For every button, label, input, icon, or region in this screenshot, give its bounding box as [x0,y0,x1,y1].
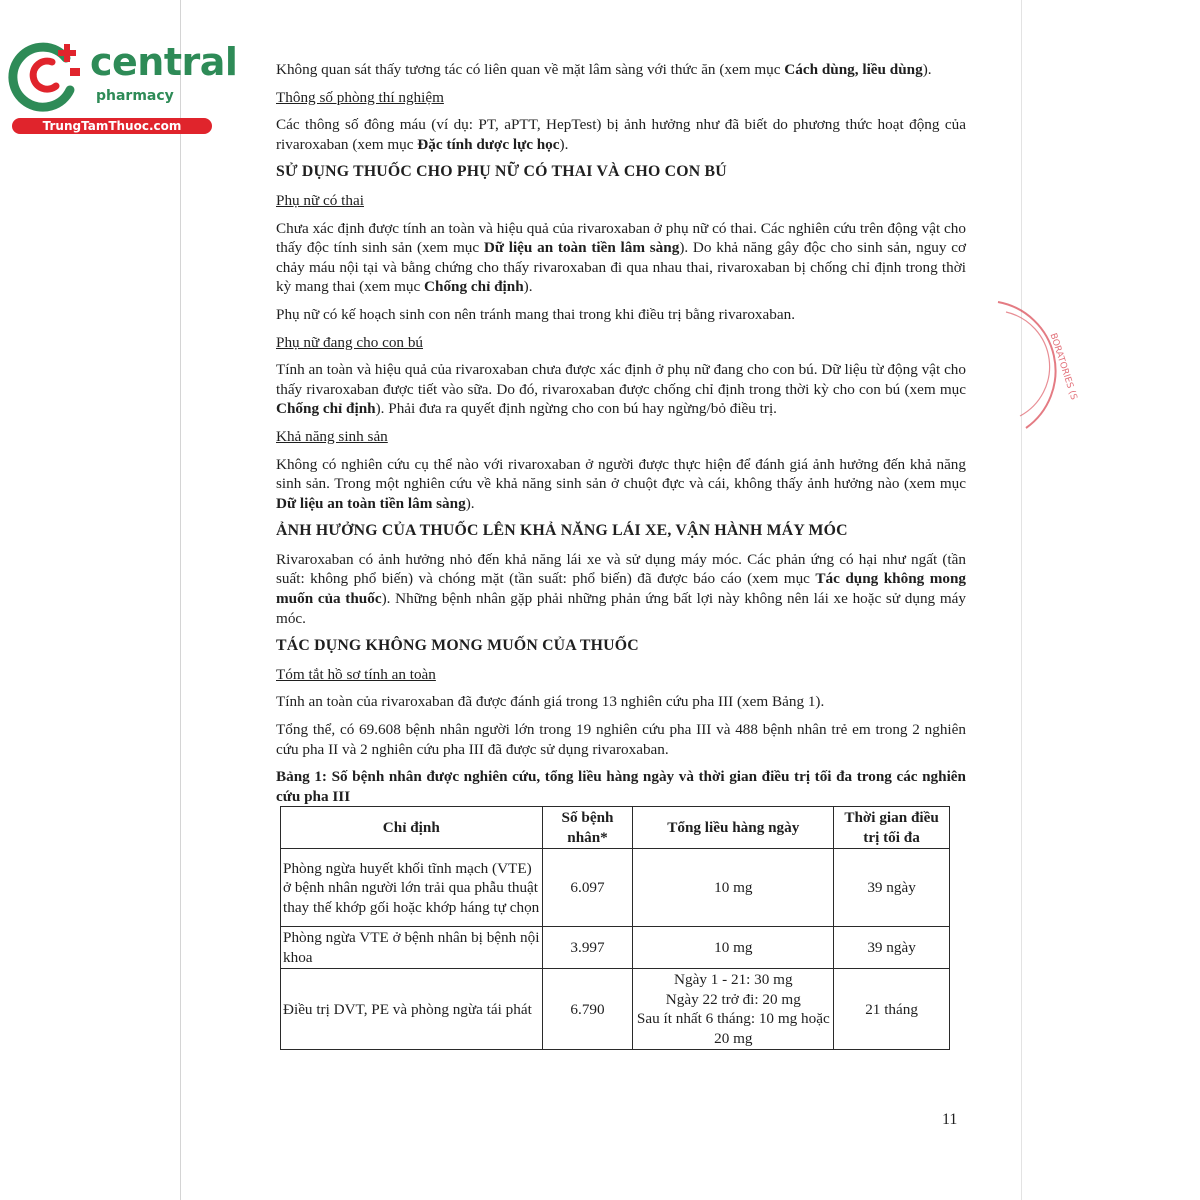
logo-c-icon [8,38,88,116]
logo-site-link[interactable]: TrungTamThuoc.com [12,118,212,134]
table-cell-patients: 6.097 [542,849,633,927]
svg-text:BORATORIES (S: BORATORIES (S [1047,332,1079,402]
pregnant-women-paragraph: Chưa xác định được tính an toàn và hiệu quả của rivaroxaban ở phụ nữ có thai. Các nghiên cứu trên động vật cho thấy độc tính sinh sản (xem mục Dữ liệu an toàn tiền lâm sàng). Do khả năng gây độc cho sinh sản, nguy cơ chảy máu nội tại và bằng chứng cho thấy rivaroxaban đi qua nhau thai, rivaroxaban bị chống chỉ định trong thời kỳ mang thai (xem mục Chống chỉ định). [276,219,967,296]
company-seal-stamp [992,298,1079,434]
pregnancy-section-heading: SỬ DỤNG THUỐC CHO PHỤ NỮ CÓ THAI VÀ CHO CON BÚ [276,163,727,181]
table-cell-max-duration: 21 tháng [834,969,950,1050]
driving-paragraph: Rivaroxaban có ảnh hưởng nhỏ đến khả năng lái xe và sử dụng máy móc. Các phản ứng có hại như ngất (tần suất: không phổ biến) và chóng mặt (tần suất: phổ biến) đã được báo cáo (xem mục Tác dụng không mong muốn của thuốc). Những bệnh nhân gặp phải những phản ứng bất lợi này không nên lái xe hoặc sử dụng máy móc. [276,550,967,627]
fertility-paragraph: Không có nghiên cứu cụ thể nào với rivaroxaban ở người được thực hiện để đánh giá ảnh hưởng đến khả năng sinh sản. Trong một nghiên cứu về khả năng sinh sản ở chuột đực và cái, không thấy ảnh hưởng nào (xem mục Dữ liệu an toàn tiền lâm sàng). [276,455,966,512]
central-pharmacy-logo[interactable] [8,38,238,138]
breastfeeding-heading: Phụ nữ đang cho con bú [276,333,424,351]
document-body [276,60,966,1050]
table-row [281,969,950,1050]
table-cell-daily-dose: 10 mg [633,927,834,969]
logo-brand-sub: pharmacy [96,88,174,104]
lab-parameters-heading: Thông số phòng thí nghiệm [276,88,444,106]
table-cell-max-duration: 39 ngày [834,927,950,969]
table-header-cell: Tổng liều hàng ngày [633,807,834,849]
breastfeeding-paragraph: Tính an toàn và hiệu quả của rivaroxaban chưa được xác định ở phụ nữ đang cho con bú. Dữ liệu từ động vật cho thấy rivaroxaban được tiết vào sữa. Do đó, rivaroxaban được chống chỉ định trong thời kỳ cho con bú (xem mục Chống chỉ định). Phải đưa ra quyết định ngừng cho con bú hay ngừng/bỏ điều trị. [276,361,966,418]
family-planning-paragraph: Phụ nữ có kế hoạch sinh con nên tránh mang thai trong khi điều trị bằng rivaroxaban. [276,305,795,323]
table-cell-indication: Điều trị DVT, PE và phòng ngừa tái phát [281,969,543,1050]
page-fold-line [180,0,181,1200]
table-cell-patients: 6.790 [542,969,633,1050]
phase-3-studies-table [280,806,950,1050]
logo-brand-name: central [90,40,238,84]
driving-section-heading: ẢNH HƯỞNG CỦA THUỐC LÊN KHẢ NĂNG LÁI XE, VẬN HÀNH MÁY MÓC [276,522,848,540]
table-cell-daily-dose: 10 mg [633,849,834,927]
table-cell-max-duration: 39 ngày [834,849,950,927]
page-number: 11 [942,1111,958,1128]
table-header-cell: Số bệnh nhân* [542,807,633,849]
table-row [281,849,950,927]
page-edge-line [1021,0,1022,1200]
table-cell-indication: Phòng ngừa VTE ở bệnh nhân bị bệnh nội khoa [281,927,543,969]
table-row [281,927,950,969]
pregnant-women-heading: Phụ nữ có thai [276,191,364,209]
adverse-effects-heading: TÁC DỤNG KHÔNG MONG MUỐN CỦA THUỐC [276,637,639,655]
table-header-cell: Chỉ định [281,807,543,849]
safety-summary-paragraph-2: Tổng thể, có 69.608 bệnh nhân người lớn trong 19 nghiên cứu pha III và 488 bệnh nhân trẻ em trong 2 nghiên cứu pha II và 2 nghiên cứu pha III đã được sử dụng rivaroxaban. [276,721,966,758]
fertility-heading: Khả năng sinh sản [276,427,388,445]
table-cell-patients: 3.997 [542,927,633,969]
table-caption: Bảng 1: Số bệnh nhân được nghiên cứu, tổng liều hàng ngày và thời gian điều trị tối đa trong các nghiên cứu pha III [276,768,966,805]
table-cell-indication: Phòng ngừa huyết khối tĩnh mạch (VTE) ở bệnh nhân người lớn trải qua phẫu thuật thay thế khớp gối hoặc khớp háng tự chọn [281,849,543,927]
food-interaction-paragraph: Không quan sát thấy tương tác có liên quan về mặt lâm sàng với thức ăn (xem mục Cách dùng, liều dùng). [276,61,932,78]
table-header-cell: Thời gian điều trị tối đa [834,807,950,849]
table-cell-daily-dose: Ngày 1 - 21: 30 mg Ngày 22 trở đi: 20 mg Sau ít nhất 6 tháng: 10 mg hoặc 20 mg [633,969,834,1050]
safety-summary-heading: Tóm tắt hồ sơ tính an toàn [276,665,436,683]
lab-parameters-paragraph: Các thông số đông máu (ví dụ: PT, aPTT, HepTest) bị ảnh hưởng như đã biết do phương thức hoạt động của rivaroxaban (xem mục Đặc tính dược lực học). [276,116,966,153]
table-header-row [281,807,950,849]
safety-summary-paragraph-1: Tính an toàn của rivaroxaban đã được đánh giá trong 13 nghiên cứu pha III (xem Bảng 1). [276,693,825,711]
